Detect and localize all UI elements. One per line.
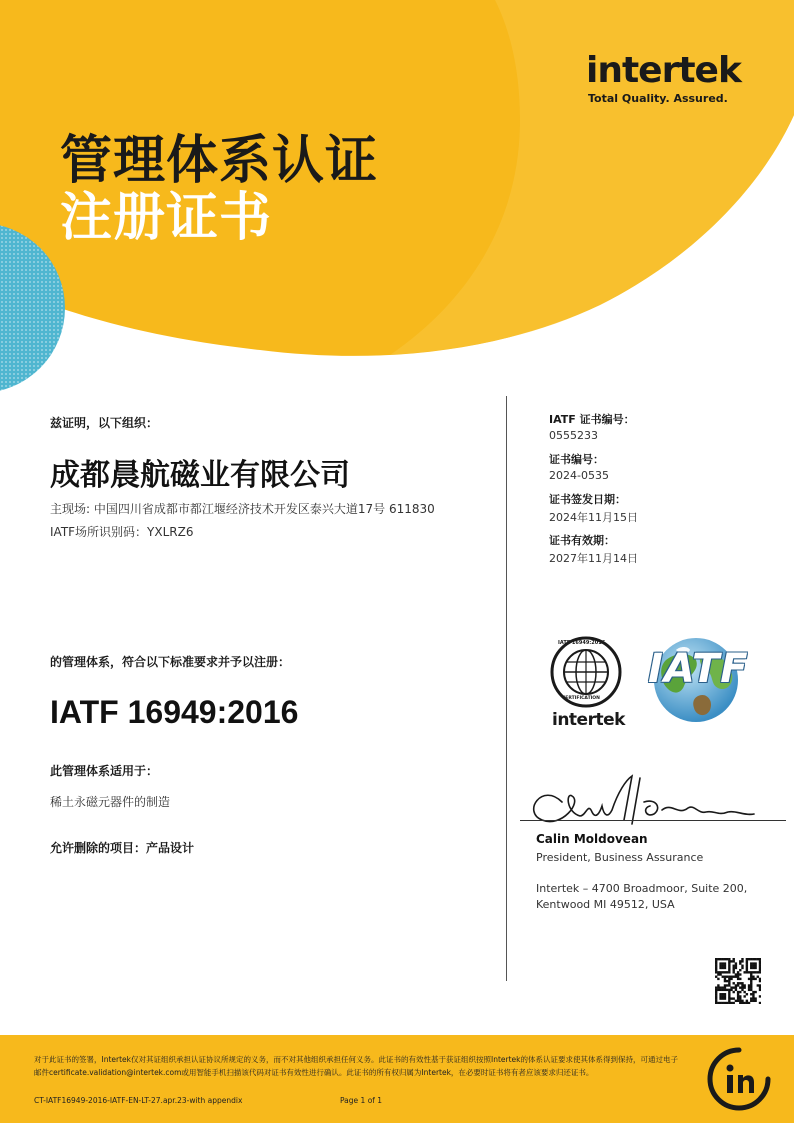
valid-until: 2027年11月14日 [549, 552, 638, 565]
logo-tagline: Total Quality. Assured. [588, 92, 728, 105]
footer-disclaimer: 对于此证书的签署，Intertek仅对其证组织承担认证协议所规定的义务，而不对其他组织承担任何义务。此证书的有效性基于获证组织按照Intertek的体系认证要求使其体系得到保持，可通过电子邮件certificate.validation@intertek.com或用智能手机扫描该代码对证书有效性进行确认。此证书的所有权归属为Intertek，在必要时证书将有者应该要求归还证书。 [34, 1055, 678, 1077]
company-name: 成都晨航磁业有限公司 [50, 458, 350, 493]
footer-band [0, 1035, 794, 1123]
iatf-site-code: IATF场所识别码：YXLRZ6 [50, 525, 194, 539]
qr-code-icon [715, 958, 761, 1004]
intertek-certification-seal [548, 632, 628, 732]
handwritten-signature [522, 772, 782, 832]
seal-top-text: IATF 16949:2016 [558, 640, 606, 646]
intertek-in-icon [706, 1046, 772, 1112]
footer-page-number: Page 1 of 1 [340, 1096, 383, 1105]
signature-line [520, 820, 786, 821]
title-line-1: 管理体系认证 [60, 131, 379, 191]
issue-date: 2024年11月15日 [549, 511, 638, 524]
footer-doc-code: CT-IATF16949-2016-IATF-EN-LT-27.apr.23-with appendix [34, 1096, 243, 1105]
iatf-cert-no-label: IATF 证书编号： [549, 413, 635, 426]
intro-text: 兹证明，以下组织： [50, 416, 159, 430]
issue-date-label: 证书签发日期： [549, 493, 626, 506]
iatf-logo-text: IATF [648, 646, 749, 692]
intertek-address-line-1: Intertek – 4700 Broadmoor, Suite 200, [536, 882, 748, 895]
column-divider [506, 396, 507, 981]
cert-no-label: 证书编号： [549, 453, 604, 466]
seal-bottom-text: CERTIFICATION [562, 696, 600, 701]
signer-name: Calin Moldovean [536, 832, 648, 846]
mgmt-statement: 的管理体系，符合以下标准要求并予以注册： [50, 655, 291, 669]
scope-value: 稀土永磁元器件的制造 [50, 795, 171, 809]
cert-no: 2024-0535 [549, 469, 609, 482]
iatf-cert-no: 0555233 [549, 429, 598, 442]
seal-brand: intertek [552, 710, 625, 730]
qr-code[interactable] [715, 958, 761, 1004]
valid-until-label: 证书有效期： [549, 534, 615, 547]
iatf-logo [640, 630, 752, 730]
company-address: 主现场: 中国四川省成都市都江堰经济技术开发区泰兴大道17号 611830 [50, 502, 435, 516]
exclusion-text: 允许删除的项目：产品设计 [50, 841, 195, 855]
title-line-2: 注册证书 [60, 188, 273, 248]
intertek-address-line-2: Kentwood MI 49512, USA [536, 898, 675, 911]
intertek-logo: intertek [586, 50, 741, 91]
scope-label: 此管理体系适用于： [50, 764, 159, 778]
standard-name: IATF 16949:2016 [50, 694, 299, 730]
signer-title: President, Business Assurance [536, 851, 704, 864]
